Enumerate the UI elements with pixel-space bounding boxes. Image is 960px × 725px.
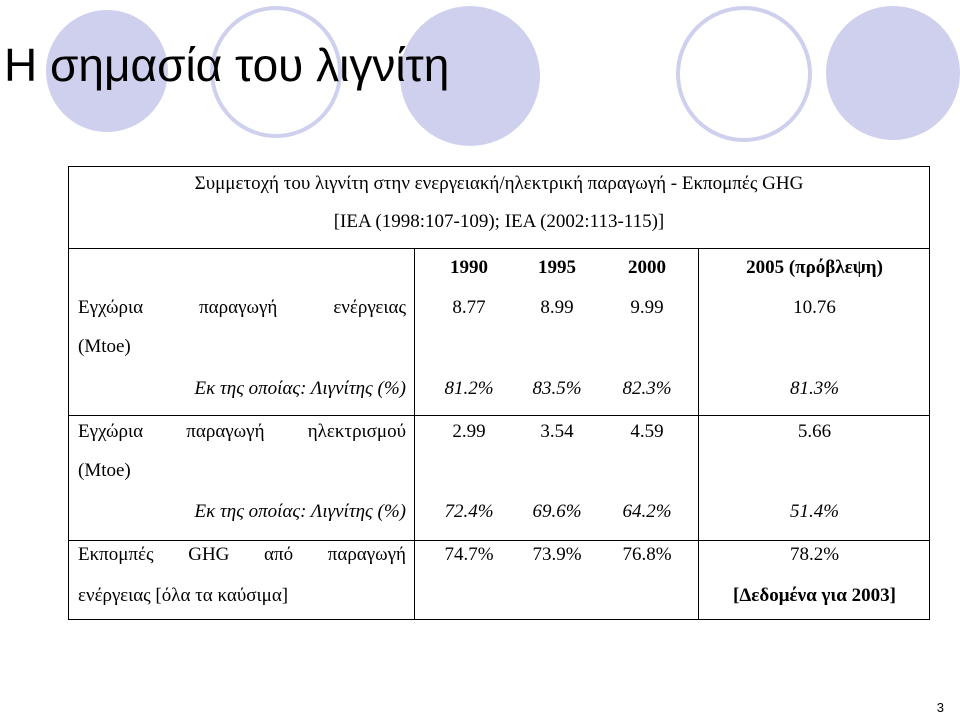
year-header: 2005 (πρόβλεψη) bbox=[746, 257, 883, 278]
table-caption: Συμμετοχή του λιγνίτη στην ενεργειακή/ηλεκτρική παραγωγή - Εκπομπές GHG bbox=[194, 173, 804, 194]
table-cell: 4.59 bbox=[630, 421, 664, 442]
row-label-line2: ενέργειας [όλα τα καύσιμα] bbox=[78, 585, 289, 606]
table-cell: 81.3% bbox=[789, 378, 840, 399]
row-label-word: ηλεκτρισμού bbox=[307, 421, 406, 442]
row-label-word: από bbox=[264, 544, 294, 565]
lignite-table bbox=[68, 166, 930, 620]
row-label-word: παραγωγή bbox=[186, 421, 265, 442]
row-label-lignite-share: Εκ της οποίας: Λιγνίτης (%) bbox=[194, 378, 406, 399]
page-number: 3 bbox=[936, 700, 944, 715]
table-cell: 9.99 bbox=[630, 297, 664, 318]
decor-ring-2 bbox=[676, 6, 812, 142]
data-year-note: [Δεδομένα για 2003] bbox=[733, 585, 896, 606]
row-label-ghg-emissions bbox=[78, 544, 406, 566]
row-label-word: Εγχώρια bbox=[78, 421, 144, 442]
row-label-energy-production bbox=[78, 297, 406, 319]
decor-circle-3 bbox=[826, 6, 960, 140]
table-cell: 81.2% bbox=[444, 378, 494, 399]
year-header: 1990 bbox=[450, 257, 488, 278]
row-label-word: παραγωγή bbox=[327, 544, 406, 565]
table-cell: 51.4% bbox=[789, 501, 840, 522]
row-label-electricity-production bbox=[78, 421, 406, 443]
table-cell: 72.4% bbox=[444, 501, 494, 522]
table-cell: 2.99 bbox=[452, 421, 486, 442]
table-cell: 10.76 bbox=[793, 297, 836, 318]
table-cell: 64.2% bbox=[622, 501, 672, 522]
row-label-unit: (Mtoe) bbox=[78, 460, 131, 481]
row-label-lignite-share: Εκ της οποίας: Λιγνίτης (%) bbox=[194, 501, 406, 522]
table-cell: 5.66 bbox=[797, 421, 832, 442]
table-cell: 73.9% bbox=[532, 544, 582, 565]
table-cell: 76.8% bbox=[622, 544, 672, 565]
row-label-word: Εκπομπές bbox=[78, 544, 154, 565]
row-label-unit: (Mtoe) bbox=[78, 336, 131, 357]
slide-title: Η σημασία του λιγνίτη bbox=[4, 39, 450, 91]
table-cell: 8.77 bbox=[452, 297, 486, 318]
year-header: 2000 bbox=[628, 257, 666, 278]
row-label-word: GHG bbox=[188, 544, 230, 565]
year-header: 1995 bbox=[538, 257, 576, 278]
table-rule bbox=[69, 248, 929, 249]
table-cell: 78.2% bbox=[789, 544, 840, 565]
table-cell: 74.7% bbox=[444, 544, 494, 565]
row-label-word: παραγωγή bbox=[199, 297, 278, 318]
table-rule bbox=[414, 248, 415, 619]
table-cell: 83.5% bbox=[532, 378, 582, 399]
table-cell: 69.6% bbox=[532, 501, 582, 522]
table-cell: 8.99 bbox=[540, 297, 574, 318]
table-source: [IEA (1998:107-109); IEA (2002:113-115)] bbox=[333, 211, 665, 232]
table-rule bbox=[69, 415, 929, 416]
row-label-word: Εγχώρια bbox=[78, 297, 144, 318]
table-cell: 3.54 bbox=[540, 421, 574, 442]
row-label-word: ενέργειας bbox=[333, 297, 406, 318]
table-rule bbox=[69, 540, 929, 541]
table-cell: 82.3% bbox=[622, 378, 672, 399]
